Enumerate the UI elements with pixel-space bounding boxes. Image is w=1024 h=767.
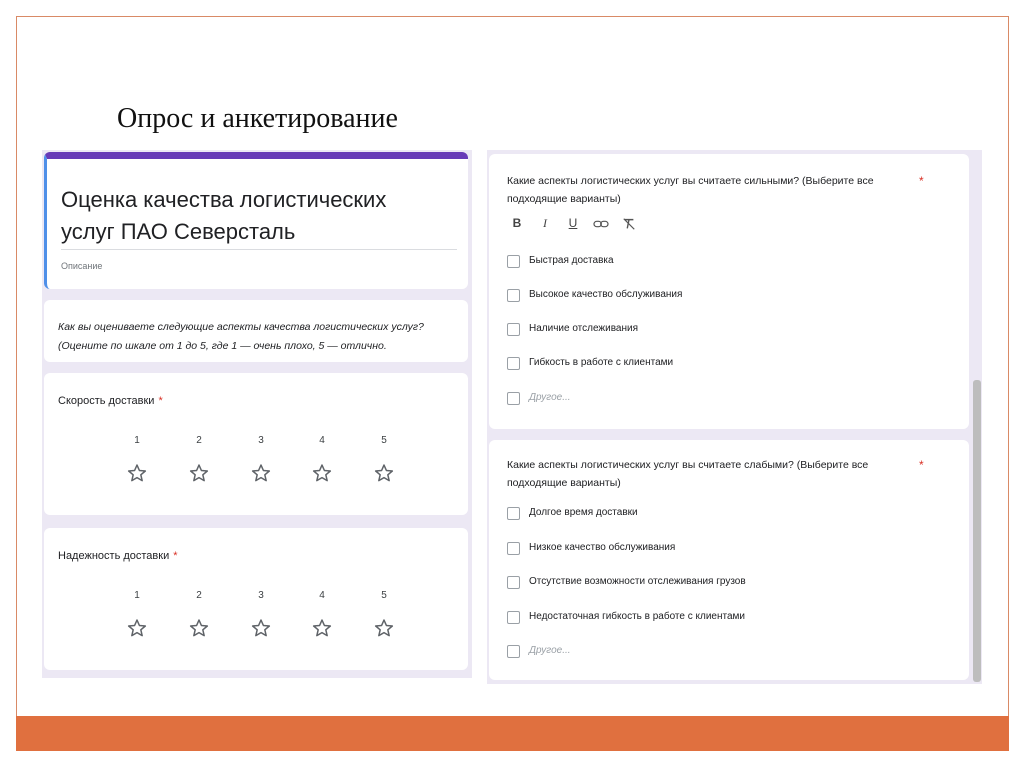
rating-question-card: [44, 373, 468, 515]
option-other-label: Другое...: [529, 645, 571, 656]
weaknesses-question-card: [489, 440, 969, 680]
question-title-text: Надежность доставки: [58, 550, 170, 562]
checkbox[interactable]: [507, 645, 520, 658]
star-icon[interactable]: [189, 463, 209, 483]
question-title: [58, 395, 163, 407]
star-icon[interactable]: [251, 618, 271, 638]
option-label: Гибкость в работе с клиентами: [529, 357, 674, 368]
form-title-underline: [61, 249, 457, 250]
footer-bar: [16, 716, 1009, 751]
checkbox[interactable]: [507, 323, 520, 336]
checkbox-option[interactable]: [507, 254, 907, 270]
option-label: Отсутствие возможности отслеживания грузов: [529, 576, 746, 587]
scale-label: 5: [381, 435, 387, 446]
rating-stars: [44, 618, 468, 642]
scale-label: 2: [196, 435, 202, 446]
star-icon[interactable]: [312, 618, 332, 638]
rating-stars: [44, 463, 468, 487]
scale-label: 1: [134, 435, 140, 446]
required-asterisk: *: [919, 458, 924, 472]
question-title-text: Скорость доставки: [58, 395, 155, 407]
checkbox[interactable]: [507, 576, 520, 589]
checkbox[interactable]: [507, 507, 520, 520]
checkbox-option-other[interactable]: [507, 391, 907, 407]
italic-button[interactable]: I: [543, 216, 547, 230]
checkbox[interactable]: [507, 255, 520, 268]
scale-label: 2: [196, 590, 202, 601]
rating-scale-labels: [44, 435, 468, 449]
star-icon[interactable]: [127, 463, 147, 483]
scale-label: 5: [381, 590, 387, 601]
star-icon[interactable]: [374, 463, 394, 483]
scale-label: 4: [319, 590, 325, 601]
checkbox-option[interactable]: [507, 575, 907, 591]
option-other-label: Другое...: [529, 392, 571, 403]
clear-format-icon[interactable]: [621, 217, 637, 231]
form-description[interactable]: Описание: [61, 261, 103, 271]
checkbox-option[interactable]: [507, 541, 907, 557]
option-label: Долгое время доставки: [529, 507, 638, 518]
checkbox-option[interactable]: [507, 322, 907, 338]
link-icon[interactable]: [593, 218, 609, 230]
text-format-toolbar: [509, 216, 649, 232]
star-icon[interactable]: [312, 463, 332, 483]
checkbox-option[interactable]: [507, 288, 907, 304]
rating-scale-labels: [44, 590, 468, 604]
scale-label: 3: [258, 590, 264, 601]
form-title[interactable]: Оценка качества логистических услуг ПАО Северсталь: [61, 187, 387, 244]
option-label: Высокое качество обслуживания: [529, 289, 683, 300]
checkbox-option[interactable]: [507, 610, 907, 626]
scale-label: 3: [258, 435, 264, 446]
question-title: [58, 550, 178, 562]
star-icon[interactable]: [251, 463, 271, 483]
checkbox[interactable]: [507, 611, 520, 624]
required-asterisk: *: [158, 395, 163, 407]
strengths-question-card: [489, 154, 969, 429]
checkbox-option[interactable]: [507, 506, 907, 522]
form-header-card: [44, 152, 468, 289]
question-title[interactable]: Какие аспекты логистических услуг вы считаете слабыми? (Выберите все подходящие варианты): [507, 459, 869, 489]
option-label: Низкое качество обслуживания: [529, 542, 676, 553]
checkbox[interactable]: [507, 542, 520, 555]
required-asterisk: *: [173, 550, 178, 562]
checkbox-option[interactable]: [507, 356, 907, 372]
slide-title: Опрос и анкетирование: [117, 103, 398, 134]
option-label: Наличие отслеживания: [529, 323, 638, 334]
option-label: Быстрая доставка: [529, 255, 614, 266]
question-title[interactable]: Какие аспекты логистических услуг вы считаете сильными? (Выберите все подходящие варианты): [507, 175, 874, 205]
intro-card: [44, 300, 468, 362]
form-right-column: [487, 150, 982, 684]
scale-label: 4: [319, 435, 325, 446]
bold-button[interactable]: B: [512, 216, 522, 230]
star-icon[interactable]: [374, 618, 394, 638]
intro-text: Как вы оцениваете следующие аспекты качества логистических услуг? (Оцените по шкале от 1 до 5, где 1 — очень плохо, 5 — отлично.: [58, 321, 424, 352]
option-label: Недостаточная гибкость в работе с клиентами: [529, 611, 745, 622]
form-left-column: [42, 150, 472, 678]
checkbox[interactable]: [507, 357, 520, 370]
checkbox[interactable]: [507, 289, 520, 302]
scrollbar[interactable]: [973, 380, 981, 682]
underline-button[interactable]: U: [568, 216, 578, 230]
star-icon[interactable]: [189, 618, 209, 638]
required-asterisk: *: [919, 174, 924, 188]
rating-question-card: [44, 528, 468, 670]
star-icon[interactable]: [127, 618, 147, 638]
checkbox-option-other[interactable]: [507, 644, 907, 660]
scale-label: 1: [134, 590, 140, 601]
checkbox[interactable]: [507, 392, 520, 405]
